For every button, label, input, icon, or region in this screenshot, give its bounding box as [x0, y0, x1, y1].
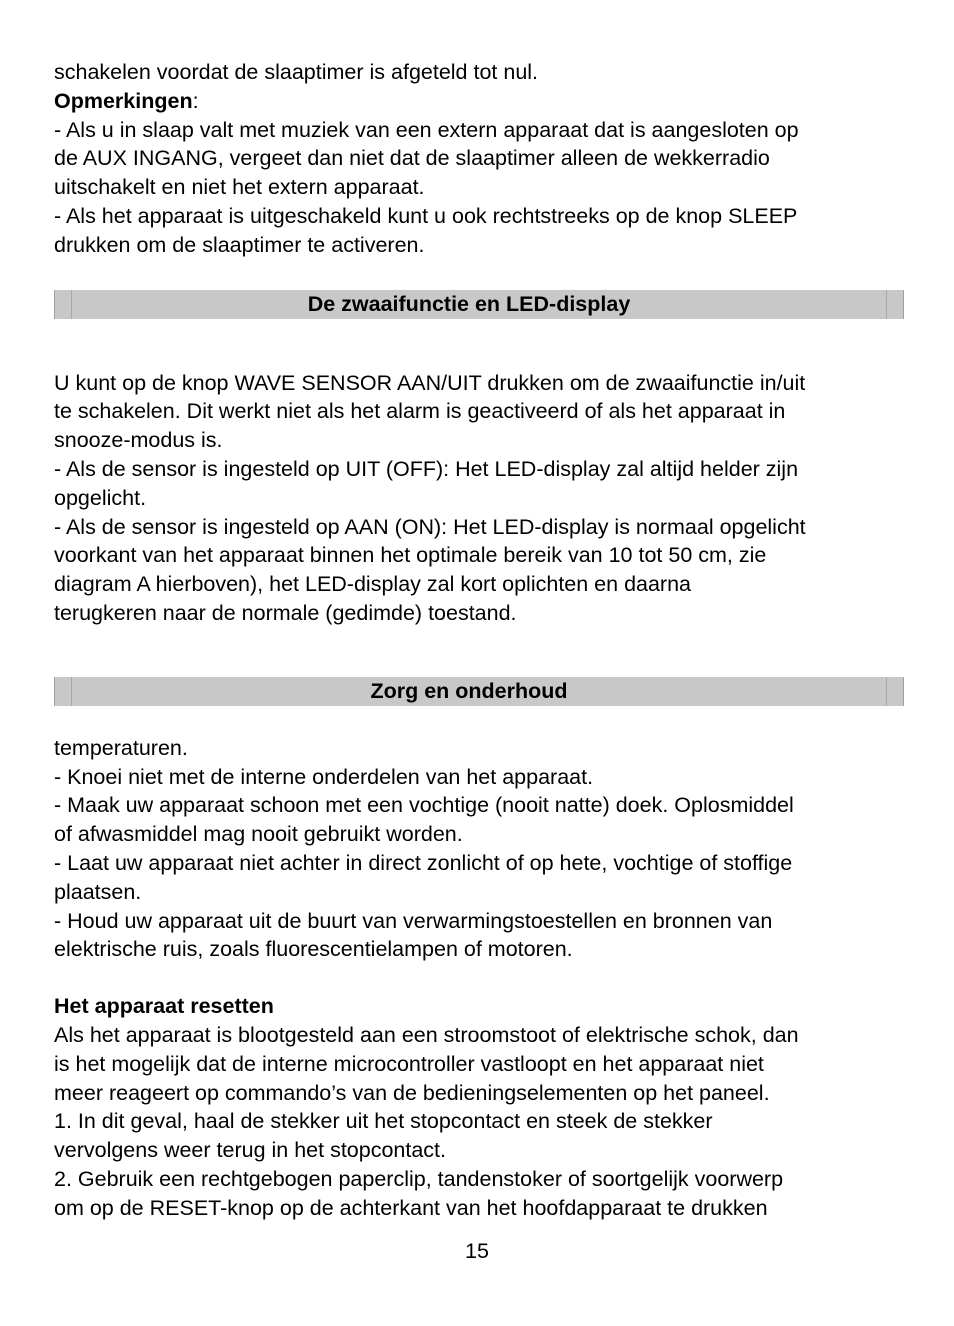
remark-item	[54, 202, 904, 260]
paragraph-line: Als het apparaat is blootgesteld aan een stroomstoot of elektrische schok, dan	[54, 1022, 799, 1047]
paragraph-line: te schakelen. Dit werkt niet als het alarm is geactiveerd of als het apparaat in	[54, 399, 786, 424]
remark-item	[54, 116, 904, 202]
list-text: terugkeren naar de normale (gedimde) toestand.	[54, 600, 517, 625]
list-text: - Als de sensor is ingesteld op AAN (ON): Het LED-display is normaal opgelicht	[54, 514, 806, 539]
remarks-colon: :	[192, 88, 199, 113]
section-heading-care: Zorg en onderhoud	[370, 678, 568, 703]
list-text: - Als de sensor is ingesteld op UIT (OFF): Het LED-display zal altijd helder zijn	[54, 456, 799, 481]
list-text: - Laat uw apparaat niet achter in direct zonlicht of op hete, vochtige of stoffige	[54, 850, 793, 875]
list-text: elektrische ruis, zoals fluorescentielampen of motoren.	[54, 937, 573, 962]
section-heading-bar	[54, 290, 904, 319]
care-item	[54, 849, 904, 907]
remark-text: - Als u in slaap valt met muziek van een extern apparaat dat is aangesloten op	[54, 117, 799, 142]
paragraph-line: snooze-modus is.	[54, 428, 223, 453]
reset-step	[54, 1107, 904, 1165]
care-item	[54, 763, 904, 792]
remarks-heading	[54, 87, 904, 116]
list-text: plaatsen.	[54, 879, 142, 904]
paragraph-line: is het mogelijk dat de interne microcontroller vastloopt en het apparaat niet	[54, 1051, 764, 1076]
list-text: voorkant van het apparaat binnen het optimale bereik van 10 tot 50 cm, zie	[54, 543, 767, 568]
page-number: 15	[465, 1239, 489, 1263]
wave-item	[54, 455, 904, 513]
remark-text: uitschakelt en niet het extern apparaat.	[54, 175, 425, 200]
list-text: of afwasmiddel mag nooit gebruikt worden.	[54, 822, 463, 847]
list-text: - Maak uw apparaat schoon met een vochtige (nooit natte) doek. Oplosmiddel	[54, 793, 794, 818]
paragraph-line: meer reageert op commando’s van de bedieningselementen op het paneel.	[54, 1080, 770, 1105]
document-page	[54, 58, 904, 1223]
paragraph-line: U kunt op de knop WAVE SENSOR AAN/UIT drukken om de zwaaifunctie in/uit	[54, 370, 806, 395]
list-text: diagram A hierboven), het LED-display zal kort oplichten en daarna	[54, 572, 692, 597]
reset-step	[54, 1165, 904, 1223]
reset-heading: Het apparaat resetten	[54, 994, 274, 1019]
wave-item	[54, 513, 904, 628]
remark-text: de AUX INGANG, vergeet dan niet dat de slaaptimer alleen de wekkerradio	[54, 146, 770, 171]
list-text: - Houd uw apparaat uit de buurt van verwarmingstoestellen en bronnen van	[54, 908, 773, 933]
list-text: - Knoei niet met de interne onderdelen van het apparaat.	[54, 764, 594, 789]
step-text: 2. Gebruik een rechtgebogen paperclip, tandenstoker of soortgelijk voorwerp	[54, 1166, 784, 1191]
intro-line: schakelen voordat de slaaptimer is afgeteld tot nul.	[54, 60, 539, 84]
step-text: vervolgens weer terug in het stopcontact.	[54, 1138, 446, 1163]
remark-text: - Als het apparaat is uitgeschakeld kunt u ook rechtstreeks op de knop SLEEP	[54, 203, 798, 228]
paragraph-line: temperaturen.	[54, 735, 188, 760]
care-item	[54, 907, 904, 965]
remarks-label: Opmerkingen	[54, 88, 193, 113]
remark-text: drukken om de slaaptimer te activeren.	[54, 232, 425, 257]
step-text: om op de RESET-knop op de achterkant van het hoofdapparaat te drukken	[54, 1195, 768, 1220]
section-heading-bar	[54, 677, 904, 706]
section-heading-wave: De zwaaifunctie en LED-display	[307, 291, 631, 316]
step-text: 1. In dit geval, haal de stekker uit het stopcontact en steek de stekker	[54, 1109, 713, 1134]
care-item	[54, 791, 904, 849]
list-text: opgelicht.	[54, 485, 147, 510]
